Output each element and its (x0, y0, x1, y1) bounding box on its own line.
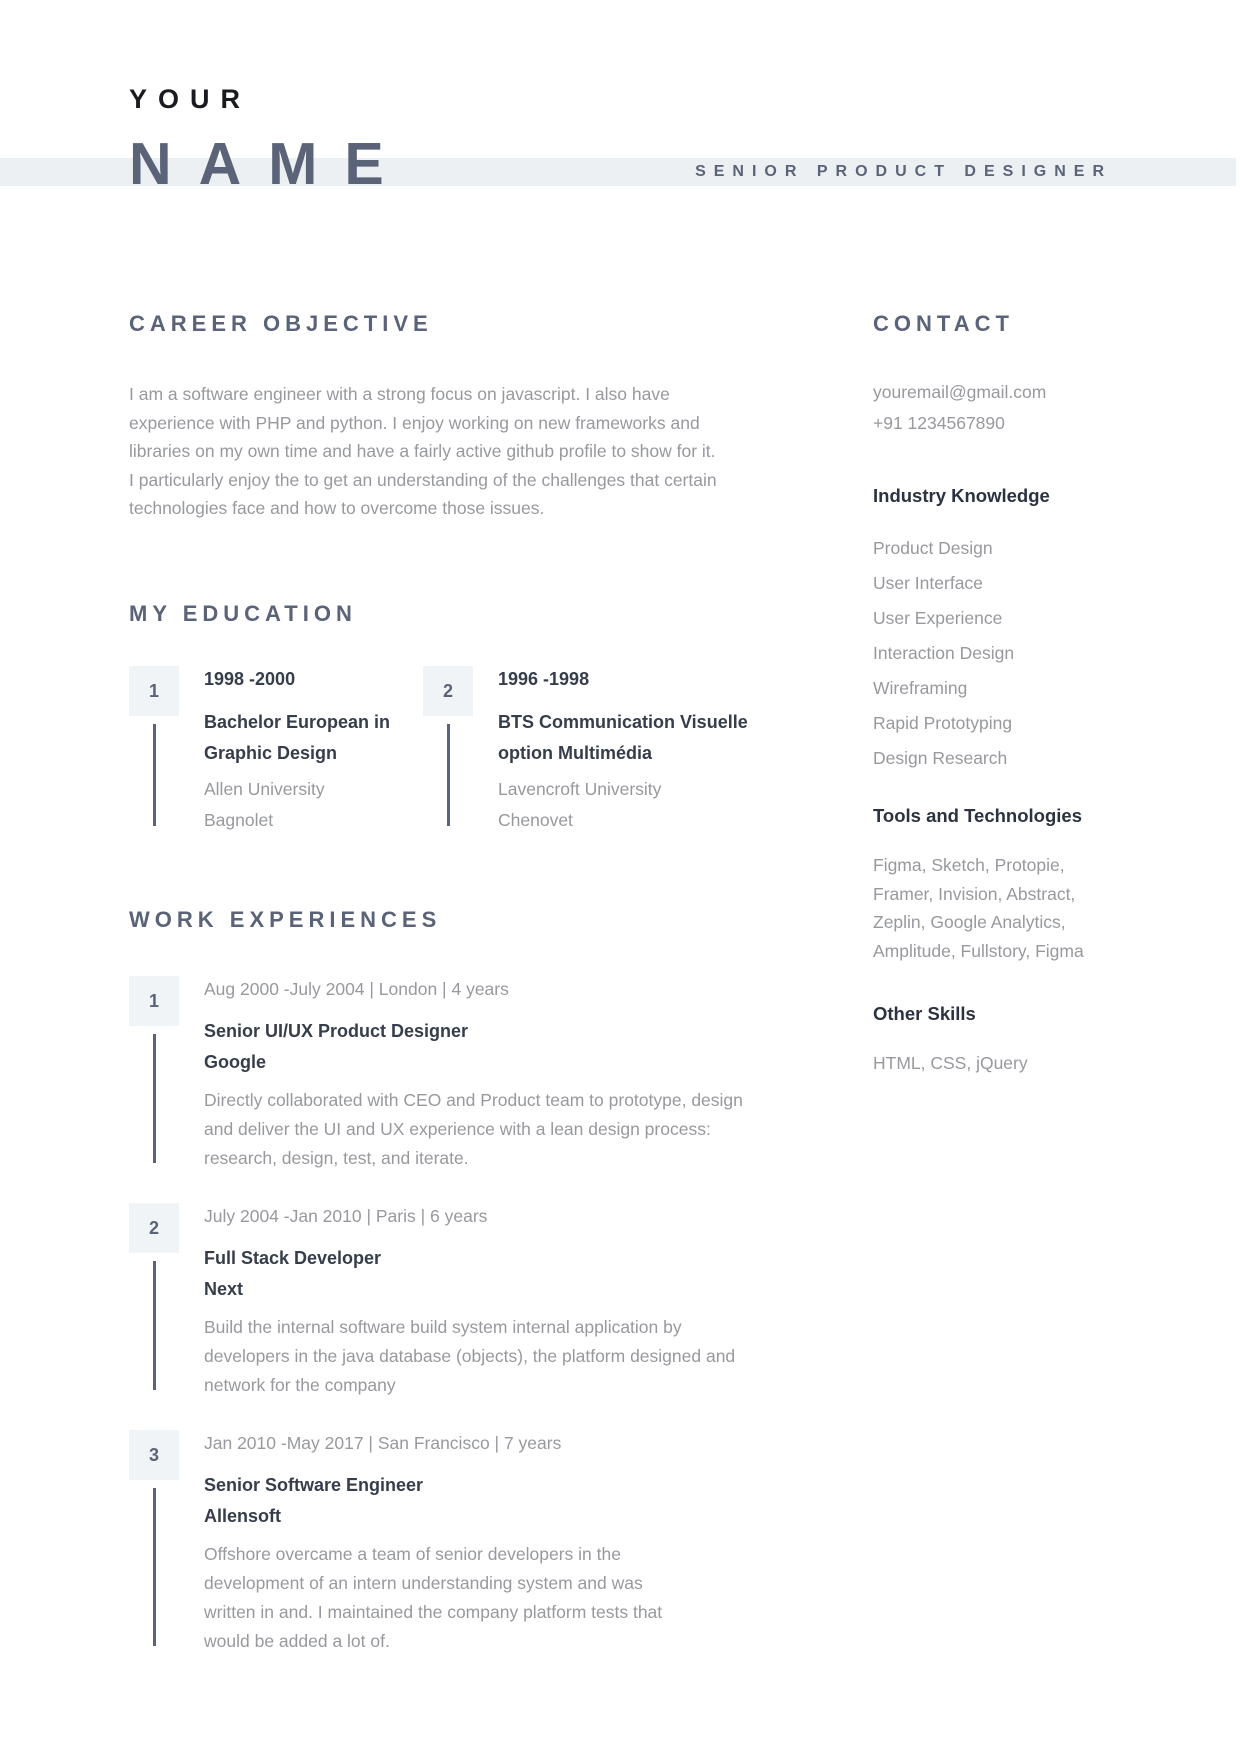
job-title-subtitle: SENIOR PRODUCT DESIGNER (695, 163, 1112, 180)
education-item-content (204, 666, 423, 836)
timeline-line (153, 1488, 156, 1646)
skill-item: User Interface (873, 573, 983, 594)
timeline-rail (129, 1203, 179, 1400)
education-item-content (498, 666, 763, 836)
timeline-number-badge: 3 (129, 1430, 179, 1480)
career-objective-section (129, 311, 873, 523)
other-skills-title: Other Skills (873, 1003, 976, 1025)
work-company: Google (204, 1052, 266, 1073)
contact-column (873, 311, 1128, 1656)
work-dates-location: Jan 2010 -May 2017 | San Francisco | 7 years (204, 1433, 562, 1454)
contact-phone: +91 1234567890 (873, 413, 1005, 434)
education-city: Bagnolet (204, 810, 274, 831)
education-city: Chenovet (498, 810, 573, 831)
timeline-number-badge: 1 (129, 976, 179, 1026)
timeline-line (153, 1034, 156, 1163)
work-job-title: Full Stack Developer (204, 1248, 382, 1269)
work-description: Directly collaborated with CEO and Product team to prototype, design and deliver the UI and UX experience with a lean design process: research, design, test, and iterate. (204, 1090, 743, 1169)
education-years: 1996 -1998 (498, 669, 590, 690)
skill-item: Rapid Prototyping (873, 713, 1013, 734)
education-items (129, 666, 873, 836)
industry-knowledge-title: Industry Knowledge (873, 485, 1050, 507)
education-item (423, 666, 873, 836)
tools-technologies-text: Figma, Sketch, Protopie, Framer, Invision, Abstract, Zeplin, Google Analytics, Amplitude, Fullstory, Figma (873, 855, 1084, 961)
work-dates-location: July 2004 -Jan 2010 | Paris | 6 years (204, 1206, 488, 1227)
skill-item: Product Design (873, 538, 993, 559)
education-years: 1998 -2000 (204, 669, 296, 690)
timeline-number-badge: 2 (423, 666, 473, 716)
work-company: Allensoft (204, 1506, 282, 1527)
industry-knowledge-list (873, 531, 1128, 776)
work-item (129, 1430, 873, 1656)
tools-technologies-title: Tools and Technologies (873, 805, 1082, 827)
timeline-rail (129, 1430, 179, 1656)
name-main: NAME (129, 131, 411, 197)
education-degree: Bachelor European in Graphic Design (204, 712, 391, 764)
education-degree: BTS Communication Visuelle option Multimédia (498, 712, 748, 764)
education-school: Lavencroft University (498, 779, 662, 800)
work-experience-heading: WORK EXPERIENCES (129, 907, 442, 933)
work-item-content (204, 1203, 749, 1400)
timeline-line (153, 1261, 156, 1390)
work-company: Next (204, 1279, 244, 1300)
contact-email: youremail@gmail.com (873, 382, 1047, 403)
name-first-line: YOUR (129, 84, 252, 114)
timeline-line (447, 724, 450, 826)
skill-item: Design Research (873, 748, 1008, 769)
education-item (129, 666, 423, 836)
timeline-line (153, 724, 156, 826)
work-job-title: Senior UI/UX Product Designer (204, 1021, 469, 1042)
work-experience-section (129, 907, 873, 1656)
skill-item: Interaction Design (873, 643, 1015, 664)
work-description: Offshore overcame a team of senior developers in the development of an intern understanding system and was written in and. I maintained the company platform tests that would be added a lot of. (204, 1544, 663, 1652)
work-item-content (204, 976, 749, 1173)
education-school: Allen University (204, 779, 325, 800)
work-job-title: Senior Software Engineer (204, 1475, 424, 1496)
education-section (129, 601, 873, 836)
work-dates-location: Aug 2000 -July 2004 | London | 4 years (204, 979, 509, 1000)
work-item (129, 1203, 873, 1400)
skill-item: Wireframing (873, 678, 968, 699)
timeline-rail (129, 976, 179, 1173)
career-objective-text: I am a software engineer with a strong focus on javascript. I also have experience with PHP and python. I enjoy working on new frameworks and libraries on my own time and have a fairly active github profile to show for it. I particularly enjoy the to get an understanding of the challenges that certain technologies face and how to overcome those issues. (129, 384, 717, 519)
industry-knowledge-group (873, 485, 1128, 776)
timeline-rail (129, 666, 179, 836)
timeline-number-badge: 2 (129, 1203, 179, 1253)
left-column (129, 311, 873, 1656)
education-heading: MY EDUCATION (129, 600, 357, 626)
tools-technologies-group (873, 805, 1128, 965)
work-item-content (204, 1430, 674, 1656)
timeline-rail (423, 666, 473, 836)
work-item (129, 976, 873, 1173)
work-experience-items (129, 976, 873, 1656)
work-description: Build the internal software build system internal application by developers in the java database (objects), the platform designed and network for the company (204, 1317, 736, 1396)
skill-item: User Experience (873, 608, 1003, 629)
other-skills-text: HTML, CSS, jQuery (873, 1053, 1028, 1074)
career-objective-heading: CAREER OBJECTIVE (129, 311, 433, 336)
other-skills-group (873, 1003, 1128, 1078)
contact-heading: CONTACT (873, 311, 1014, 336)
timeline-number-badge: 1 (129, 666, 179, 716)
